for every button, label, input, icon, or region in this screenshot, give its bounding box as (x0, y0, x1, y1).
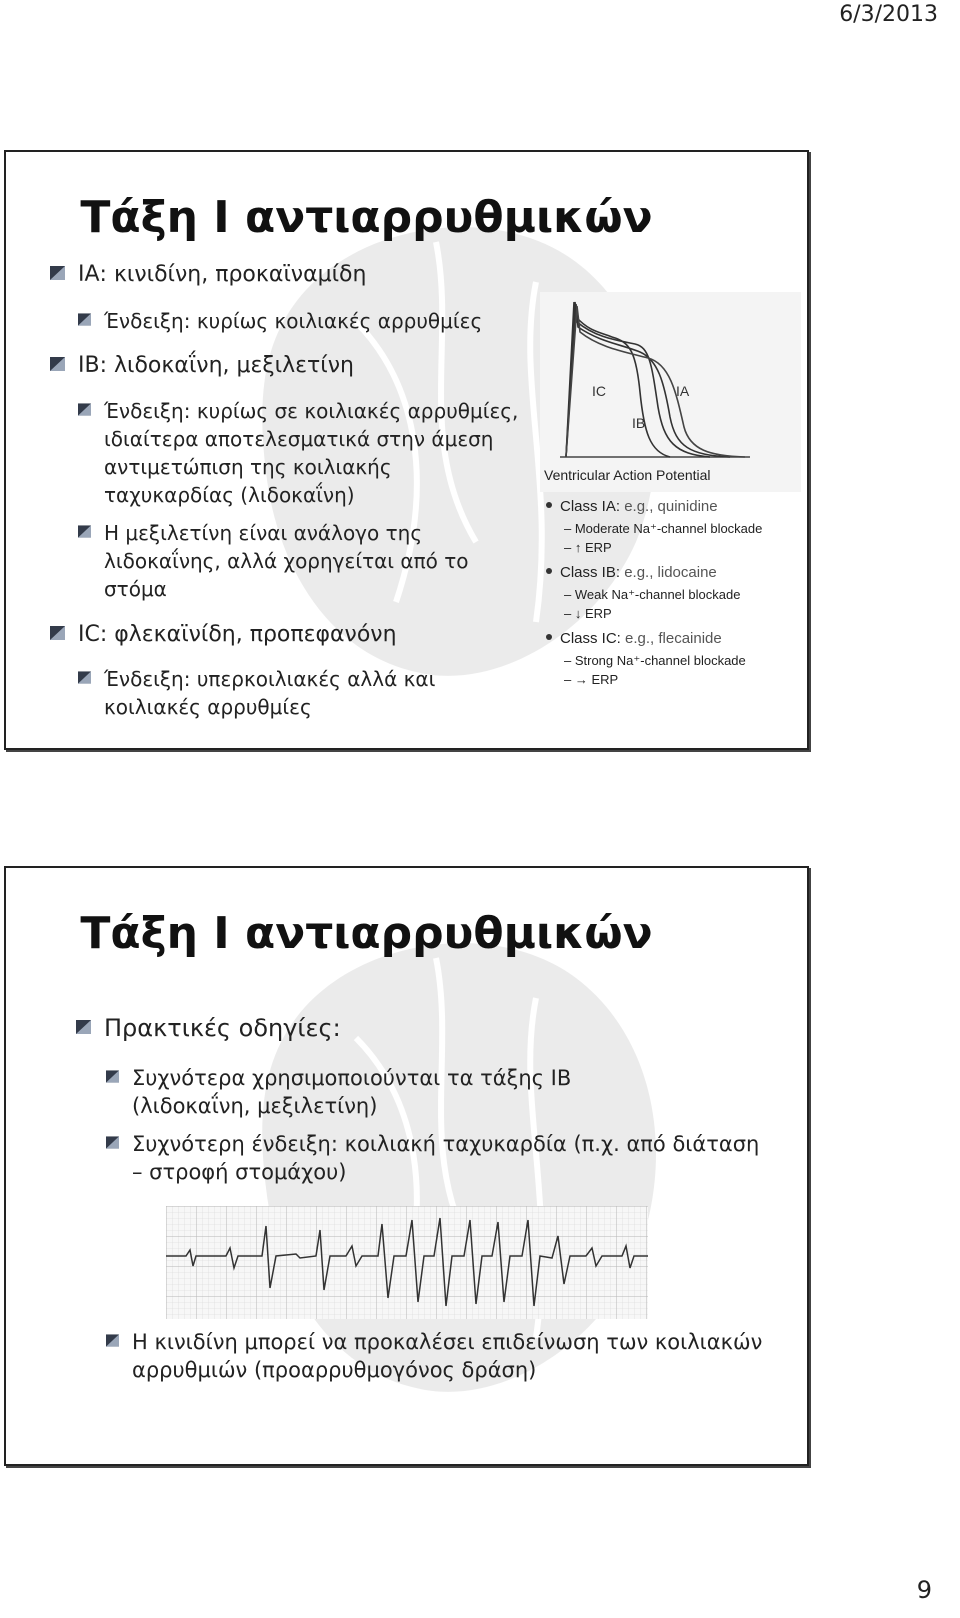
list-item: ΙΑ: κινιδίνη, προκαϊναμίδη (78, 260, 498, 289)
bullet-dot-icon (546, 634, 552, 640)
list-item: Ένδειξη: κυρίως σε κοιλιακές αρρυθμίες, ιδιαίτερα αποτελεσματικά στην άμεση αντιμετώπιση της κοιλιακής ταχυκαρδίας (λιδοκαΐνη) (104, 397, 524, 509)
legend-class-row (546, 498, 718, 515)
list-item: ΙΒ: λιδοκαΐνη, μεξιλετίνη (78, 351, 498, 380)
class-example: e.g., lidocaine (624, 564, 717, 581)
list-item: Ένδειξη: υπερκοιλιακές αλλά και κοιλιακές αρρυθμίες (104, 665, 529, 721)
legend-block-row: – Moderate Na⁺-channel blockade (564, 521, 763, 536)
legend-erp-row: – ↑ ERP (564, 540, 612, 555)
list-item: Η κινιδίνη μπορεί να προκαλέσει επιδείνωση των κοιλιακών αρρυθμιών (προαρρυθμογόνος δράση) (132, 1328, 772, 1384)
legend-erp-row: – → ERP (564, 672, 619, 687)
list-item: Συχνότερη ένδειξη: κοιλιακή ταχυκαρδία (π.χ. από διάταση – στροφή στομάχου) (132, 1130, 772, 1186)
square-bullet-icon (50, 357, 65, 371)
action-potential-plot (540, 292, 801, 492)
square-bullet-icon (50, 266, 65, 280)
list-item: Συχνότερα χρησιμοποιούνται τα τάξης ΙΒ (λιδοκαΐνη, μεξιλετίνη) (132, 1064, 692, 1120)
list-item: Η μεξιλετίνη είναι ανάλογο της λιδοκαΐνης, αλλά χορηγείται από το στόμα (104, 519, 504, 603)
slide-title: Τάξη Ι αντιαρρυθμικών (80, 192, 653, 243)
class-example: e.g., flecainide (625, 630, 722, 647)
square-bullet-icon (78, 671, 91, 684)
class-label: Class IB: (560, 564, 621, 581)
legend-erp-row: – ↓ ERP (564, 606, 612, 621)
square-bullet-icon (76, 1020, 91, 1034)
class-label: Class IC: (560, 630, 621, 647)
square-bullet-icon (78, 403, 91, 416)
list-item: IC: φλεκαϊνίδη, προπεφανόνη (78, 620, 498, 649)
legend-block-row: – Strong Na⁺-channel blockade (564, 653, 746, 668)
legend-class-row (546, 630, 722, 647)
square-bullet-icon (78, 313, 91, 326)
date-header: 6/3/2013 (839, 2, 938, 27)
bullet-dot-icon (546, 568, 552, 574)
list-item: Πρακτικές οδηγίες: (104, 1014, 754, 1044)
figure-caption: Ventricular Action Potential (544, 467, 711, 483)
legend-class-row (546, 564, 717, 581)
square-bullet-icon (106, 1070, 119, 1083)
curve-label-ia: IA (676, 383, 690, 399)
square-bullet-icon (50, 626, 65, 640)
legend-block-row: – Weak Na⁺-channel blockade (564, 587, 741, 602)
slide-title: Τάξη Ι αντιαρρυθμικών (80, 908, 653, 959)
square-bullet-icon (106, 1136, 119, 1149)
class-label: Class IA: (560, 498, 621, 515)
square-bullet-icon (106, 1334, 119, 1347)
bullet-dot-icon (546, 502, 552, 508)
square-bullet-icon (78, 525, 91, 538)
class-example: e.g., quinidine (624, 498, 718, 515)
action-potential-figure (540, 292, 801, 724)
ecg-strip-image (166, 1206, 648, 1319)
curve-label-ib: IB (632, 415, 646, 431)
curve-label-ic: IC (592, 383, 606, 399)
page-number: 9 (916, 1576, 932, 1604)
slide-1 (4, 150, 809, 750)
list-item: Ένδειξη: κυρίως κοιλιακές αρρυθμίες (104, 307, 524, 335)
slide-2 (4, 866, 809, 1466)
